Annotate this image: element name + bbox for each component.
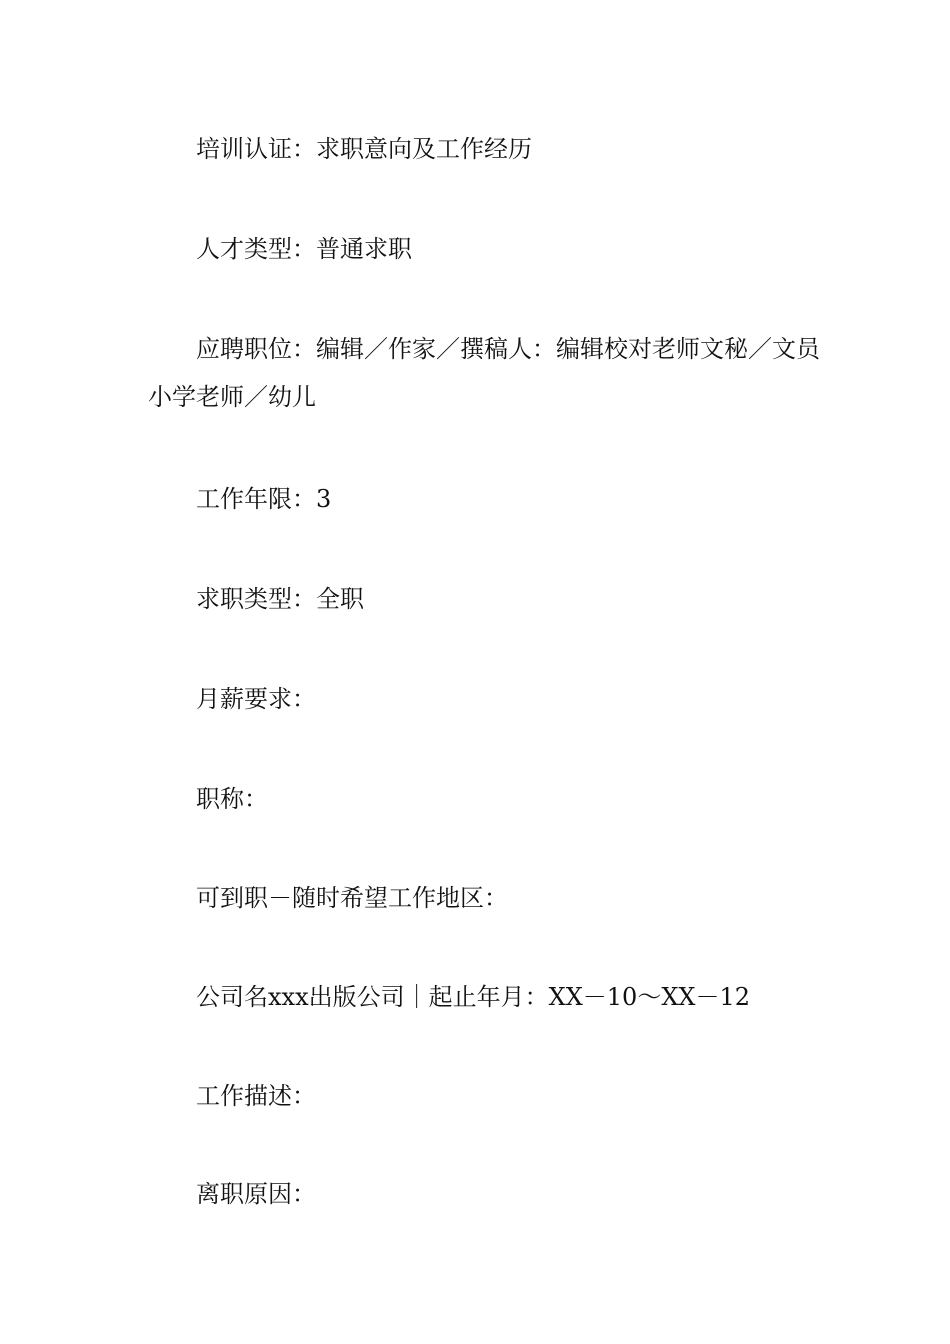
applied-position-line: 应聘职位：编辑／作家／撰稿人：编辑校对老师文秘／文员小学老师／幼儿 [148, 335, 820, 411]
availability-region-line: 可到职－随时希望工作地区： [196, 884, 508, 912]
training-certification-line: 培训认证：求职意向及工作经历 [196, 135, 532, 163]
talent-type-line: 人才类型：普通求职 [196, 235, 412, 263]
company-period-line: 公司名xxx出版公司｜起止年月：XX－10～XX－12 [196, 983, 751, 1011]
leaving-reason-line: 离职原因： [196, 1180, 316, 1208]
job-description-line: 工作描述： [196, 1082, 316, 1110]
title-line: 职称： [196, 785, 268, 813]
salary-requirement-line: 月薪要求： [196, 685, 316, 713]
job-type-line: 求职类型：全职 [196, 585, 364, 613]
work-years-line: 工作年限：3 [196, 485, 332, 513]
